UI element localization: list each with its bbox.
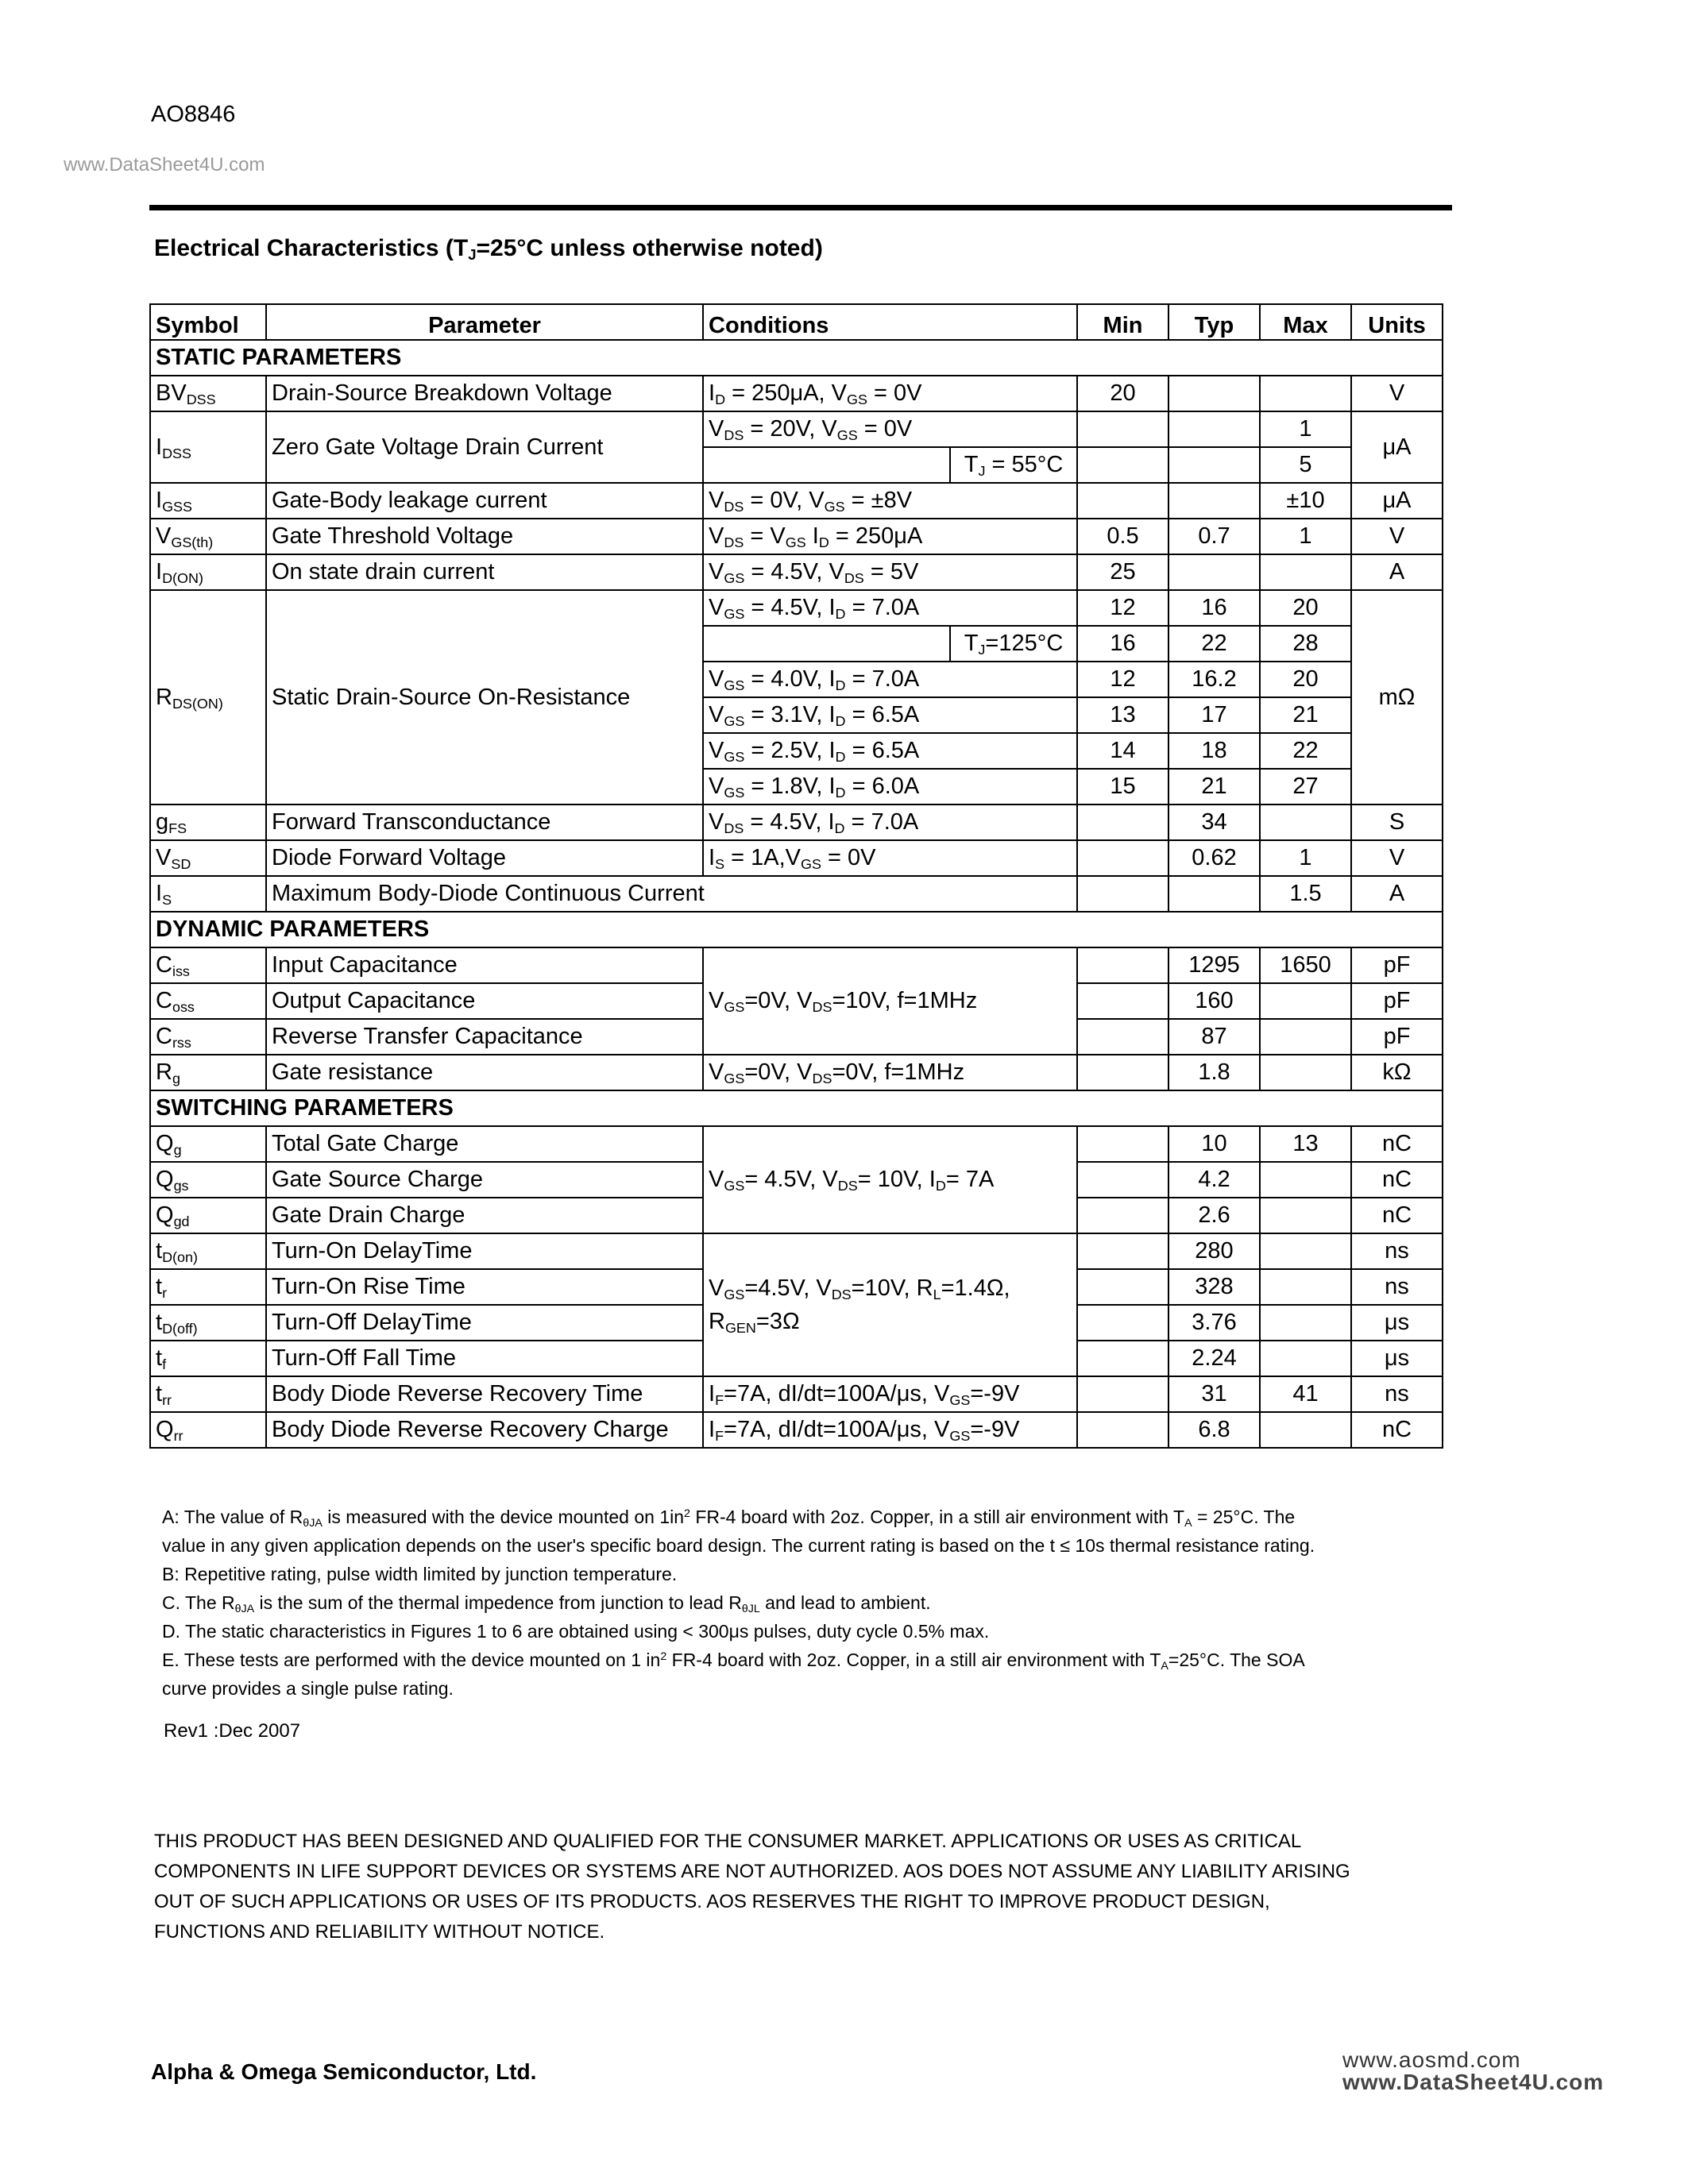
table-row: $t_{D(on)}$ Turn-On DelayTime $V_{GS}=4.5V$, $V_{DS}=10V$, $R_L=1.4\Omega$, $R_{GEN}=3\Omega$ 280 ns bbox=[150, 1233, 1443, 1269]
table-row: $R_g$ Gate resistance $V_{GS}=0V$, $V_{DS}=0V$, f=1MHz 1.8 kΩ bbox=[150, 1055, 1443, 1090]
watermark-link[interactable]: www.DataSheet4U.com bbox=[64, 154, 265, 176]
revision-label: Rev1 :Dec 2007 bbox=[164, 1720, 301, 1742]
table-row: $T_J=125^\circ C$ 16 22 28 bbox=[150, 626, 1443, 662]
company-name: Alpha & Omega Semiconductor, Ltd. bbox=[151, 2059, 537, 2084]
table-row: $BV_{DSS}$ Drain-Source Breakdown Voltage $I_D = 250\mu A$, $V_{GS} = 0V$ 20 V bbox=[150, 376, 1443, 411]
table-row: $R_{DS(ON)}$ Static Drain-Source On-Resistance $V_{GS} = 4.5V$, $I_D = 7.0A$ 12 16 20 mΩ bbox=[150, 590, 1443, 626]
note-c: C. The $R_{\theta JA}$ is the sum of the thermal impedence from junction to lead $R_{\theta JL}$ and lead to ambient. bbox=[162, 1592, 931, 1615]
note-b: B: Repetitive rating, pulse width limited by junction temperature. bbox=[162, 1564, 678, 1584]
table-row: $t_r$ Turn-On Rise Time 328 ns bbox=[150, 1269, 1443, 1305]
note-e-line1: E. These tests are performed with the device mounted on 1 $in^2$ FR-4 board with 2oz. Copper, in a still air environment with $T_A=25^\circ C$. The SOA bbox=[162, 1650, 1305, 1673]
note-e-line2: curve provides a single pulse rating. bbox=[162, 1678, 454, 1699]
table-row: $Q_{rr}$ Body Diode Reverse Recovery Charge $I_F=7A$, dI/dt=100A/μs, $V_{GS}=-9V$ 6.8 nC bbox=[150, 1412, 1443, 1448]
table-row: $T_J = 55^\circ C$ 5 bbox=[150, 447, 1443, 483]
table-row: $I_{DSS}$ Zero Gate Voltage Drain Current $V_{DS} = 20V$, $V_{GS} = 0V$ 1 μA bbox=[150, 411, 1443, 447]
aosmd-link[interactable]: www.aosmd.com bbox=[1342, 2047, 1521, 2072]
table-row: $C_{rss}$ Reverse Transfer Capacitance 87 pF bbox=[150, 1019, 1443, 1055]
table-row: $V_{GS} = 3.1V$, $I_D = 6.5A$ 13 17 21 bbox=[150, 697, 1443, 733]
section-title: Electrical Characteristics ($T_J=25^\circ C$ unless otherwise noted) bbox=[154, 235, 823, 264]
part-number: AO8846 bbox=[151, 102, 236, 127]
table-header-row: Symbol Parameter Conditions Min Typ Max Units bbox=[150, 304, 1443, 340]
table-row: $t_{rr}$ Body Diode Reverse Recovery Time $I_F=7A$, dI/dt=100A/μs, $V_{GS}=-9V$ 31 41 ns bbox=[150, 1376, 1443, 1412]
datasheet4u-link[interactable]: www.DataSheet4U.com bbox=[1342, 2070, 1605, 2094]
table-row: $I_S$ Maximum Body-Diode Continuous Current 1.5 A bbox=[150, 876, 1443, 912]
table-row: $Q_g$ Total Gate Charge $V_{GS}= 4.5V$, $V_{DS}= 10V$, $I_D= 7A$ 10 13 nC bbox=[150, 1126, 1443, 1162]
section-static: STATIC PARAMETERS bbox=[150, 340, 1443, 376]
table-row: $V_{GS} = 1.8V$, $I_D = 6.0A$ 15 21 27 bbox=[150, 769, 1443, 805]
table-row: $C_{iss}$ Input Capacitance $V_{GS}=0V$, $V_{DS}=10V$, f=1MHz 1295 1650 pF bbox=[150, 947, 1443, 983]
note-a-line2: value in any given application depends on the user's specific board design. The current rating is based on the t ≤ 10s thermal resistance rating. bbox=[162, 1535, 1315, 1556]
table-row: $I_{GSS}$ Gate-Body leakage current $V_{DS} = 0V$, $V_{GS} = \pm 8V$ ±10 μA bbox=[150, 483, 1443, 519]
disclaimer: THIS PRODUCT HAS BEEN DESIGNED AND QUALIFIED FOR THE CONSUMER MARKET. APPLICATIONS OR USES AS CRITICAL COMPONENTS IN LIFE SUPPORT DEVICES OR SYSTEMS ARE NOT AUTHORIZED. AOS DOES NOT ASSUME ANY LIABILITY ARISING OUT OF SUCH APPLICATIONS OR USES OF ITS PRODUCTS. AOS RESERVES THE RIGHT TO IMPROVE PRODUCT DESIGN, FUNCTIONS AND RELIABILITY WITHOUT NOTICE. bbox=[154, 1831, 1350, 1943]
table-row: $g_{FS}$ Forward Transconductance $V_{DS} = 4.5V$, $I_D = 7.0A$ 34 S bbox=[150, 805, 1443, 840]
section-switching: SWITCHING PARAMETERS bbox=[150, 1090, 1443, 1126]
electrical-characteristics-table bbox=[149, 303, 1443, 1449]
table-row: $I_{D(ON)}$ On state drain current $V_{GS} = 4.5V$, $V_{DS} = 5V$ 25 A bbox=[150, 554, 1443, 590]
table-row: $Q_{gd}$ Gate Drain Charge 2.6 nC bbox=[150, 1198, 1443, 1233]
table-row: $C_{oss}$ Output Capacitance 160 pF bbox=[150, 983, 1443, 1019]
table-row: $Q_{gs}$ Gate Source Charge 4.2 nC bbox=[150, 1162, 1443, 1198]
footnotes bbox=[162, 1503, 1465, 1703]
section-dynamic: DYNAMIC PARAMETERS bbox=[150, 912, 1443, 947]
table-row: $V_{GS(th)}$ Gate Threshold Voltage $V_{DS} = V_{GS}$ $I_D = 250\mu A$ 0.5 0.7 1 V bbox=[150, 519, 1443, 554]
note-d: D. The static characteristics in Figures 1 to 6 are obtained using < 300μs pulses, duty cycle 0.5% max. bbox=[162, 1621, 990, 1642]
table-row: $V_{SD}$ Diode Forward Voltage $I_S = 1A,V_{GS} = 0V$ 0.62 1 V bbox=[150, 840, 1443, 876]
table-row: $V_{GS} = 2.5V$, $I_D = 6.5A$ 14 18 22 bbox=[150, 733, 1443, 769]
note-a-line1: A: The value of $R_{\theta JA}$ is measured with the device mounted on $1in^2$ FR-4 board with 2oz. Copper, in a still air environment with $T_A = 25^\circ C$. The bbox=[162, 1507, 1296, 1530]
header-rule bbox=[149, 205, 1452, 210]
table-row: $t_{D(off)}$ Turn-Off DelayTime 3.76 μs bbox=[150, 1305, 1443, 1341]
table-row: $t_f$ Turn-Off Fall Time 2.24 μs bbox=[150, 1341, 1443, 1376]
table-row: $V_{GS} = 4.0V$, $I_D = 7.0A$ 12 16.2 20 bbox=[150, 662, 1443, 697]
